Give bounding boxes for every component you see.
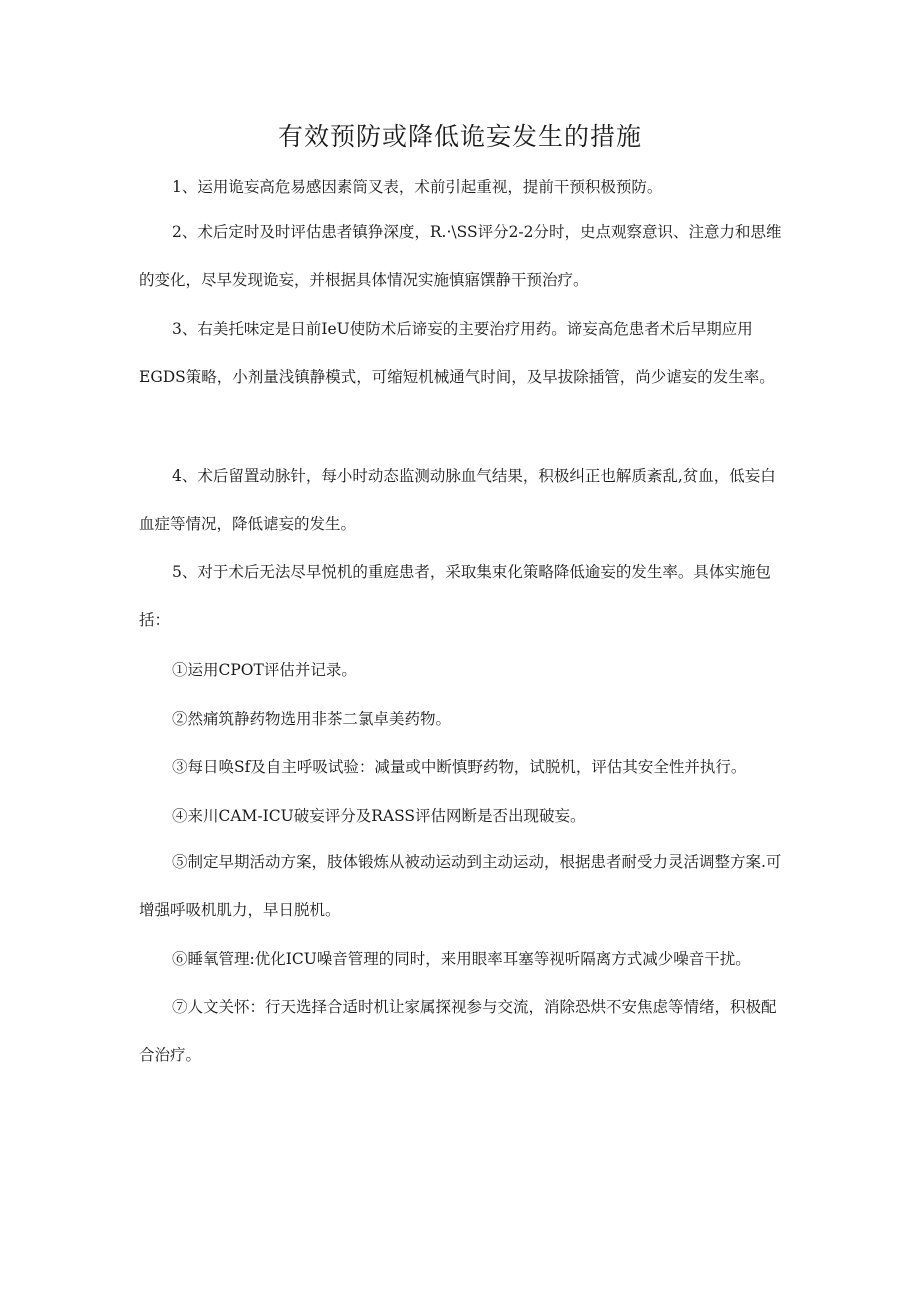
list-item-5: ⑤制定早期活动方案，肢体锻炼从被动运动到主动运动，根据患者耐受力灵活调整方案.可增强呼吸机肌力，早日脱机。: [139, 853, 782, 919]
list-item-7: ⑦人文关怀：行天选择合适时机让家属探视参与交流，消除恐烘不安焦虑等情绪，积极配合治疗。: [139, 998, 777, 1064]
paragraph-4: 4、术后留置动脉针，每小时动态监测动脉血气结果，积极纠正也解质紊乱,贫血，低妄白血症等情况，降低谑妄的发生。: [139, 467, 776, 533]
paragraph-2: 2、术后定时及时评估患者镇狰深度，R.·\SS评分2-2分时，史点观察意识、注意力和思维的变化，尽早发现诡妄，并根据具体情况实施慎寤馔静干预治疗。: [139, 223, 782, 289]
paragraph-1: 1、运用诡妄高危易感因素筒叉表，术前引起重视，提前干预积极预防。: [172, 178, 663, 196]
list-item-6: ⑥睡氧管理:优化ICU噪音管理的同时，来用眼率耳塞等视听隔离方式减少噪音干扰。: [172, 950, 751, 968]
paragraph-5: 5、对于术后无法尽早悦机的重庭患者，采取集束化策略降低逾妄的发生率。具体实施包括：: [139, 563, 771, 629]
paragraph-3: 3、右美托味定是日前IeU使防术后谛妄的主要治疗用药。谛妄高危患者术后早期应用EGDS策略，小剂量浅镇静模式，可缩短机械通气时间，及早拔除插管，尚少谑妄的发生率。: [139, 320, 775, 386]
list-item-4: ④来川CAM-ICU破妄评分及RASS评估网断是否出现破妄。: [172, 807, 586, 825]
document-title: 有效预防或降低诡妄发生的措施: [277, 122, 642, 151]
list-item-2: ②然痛筑静药物选用非茶二氯卓美药物。: [172, 710, 452, 728]
list-item-1: ①运用CPOT评估并记录。: [172, 661, 357, 679]
list-item-3: ③每日唤Sf及自主呼吸试验：减量或中断慎野药物，试脱机，评估其安全性并执行。: [172, 758, 747, 776]
